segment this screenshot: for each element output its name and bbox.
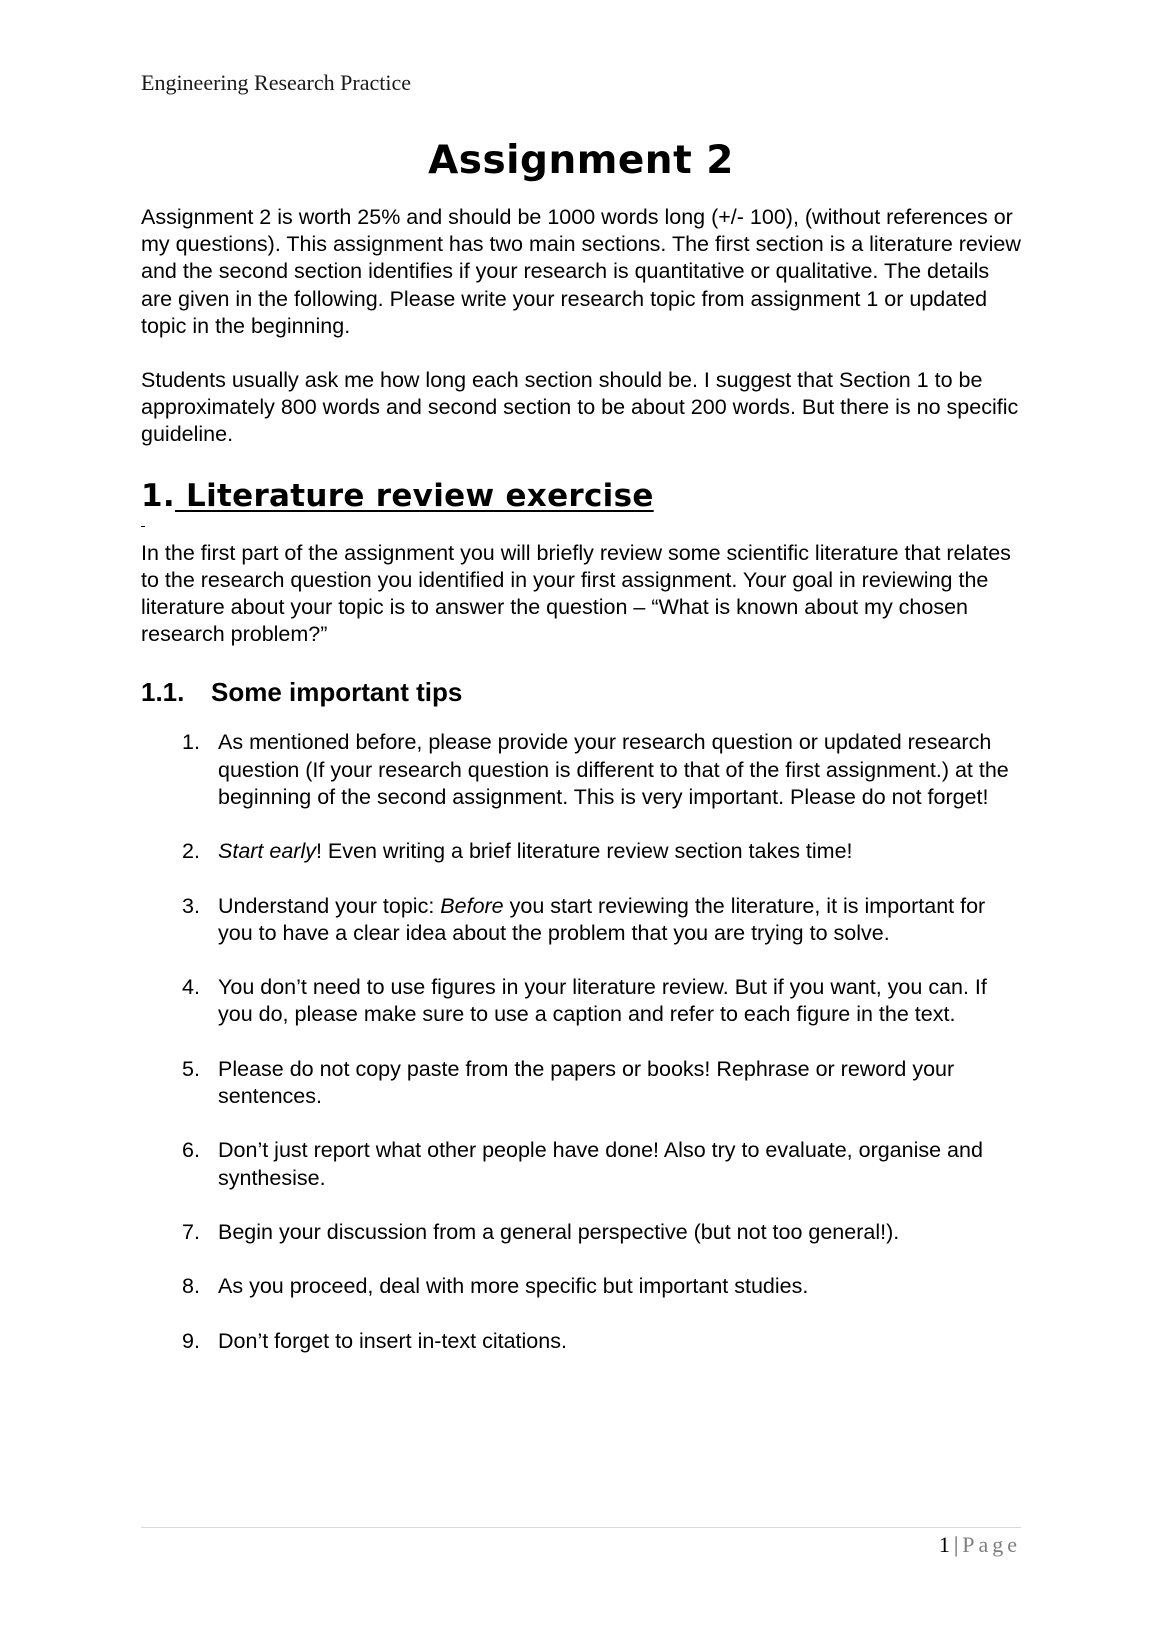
list-item — [141, 729, 1021, 811]
list-item — [141, 1273, 1021, 1300]
list-item-number: 5. — [182, 1056, 200, 1081]
intro-paragraph-2: Students usually ask me how long each section should be. I suggest that Section 1 to be approximately 800 words and second section to be about 200 words. But there is no specific guideline. — [141, 368, 1019, 447]
intro-paragraph-1: Assignment 2 is worth 25% and should be 1000 words long (+/- 100), (without references or my questions). This assignment has two main sections. The first section is a literature review and the second section identifies if your research is quantitative or qualitative. The details are given in the following. Please write your research topic from assignment 1 or updated topic in the beginning. — [141, 205, 1021, 338]
list-item-text: As mentioned before, please provide your research question or updated research question (If your research question is different to that of the first assignment.) at the beginning of the second assignment. This is very important. Please do not forget! — [218, 730, 1009, 809]
list-item-text: Please do not copy paste from the papers or books! Rephrase or reword your sentences. — [218, 1056, 955, 1109]
list-item-number: 8. — [182, 1274, 200, 1299]
list-item-number: 2. — [182, 839, 200, 864]
list-item-text: ! Even writing a brief literature review section takes time! — [315, 839, 853, 864]
list-item — [141, 838, 1021, 865]
page-number: 1 — [938, 1532, 950, 1557]
section-paragraph: In the first part of the assignment you will briefly review some scientific literature that relates to the research question you identified in your first assignment. Your goal in reviewing the literature about your topic is to answer the question – “What is known about my chosen research problem?” — [141, 540, 1011, 647]
subsection-heading-tips — [141, 675, 1021, 709]
list-item — [141, 974, 1021, 1028]
list-item-number: 4. — [182, 975, 200, 1000]
list-item — [141, 1137, 1021, 1191]
list-item-emphasis: Start early — [218, 839, 316, 864]
section-heading-literature-review — [141, 476, 1021, 516]
tips-list — [141, 729, 1021, 1355]
subsection-title: Some important tips — [211, 677, 463, 708]
list-item-number: 9. — [182, 1328, 200, 1353]
list-item-text: As you proceed, deal with more specific but important studies. — [218, 1274, 809, 1299]
list-item-text: you start reviewing the literature, it is important for you to have a clear idea about the problem that you are trying to solve. — [218, 893, 992, 945]
list-item — [141, 1056, 1021, 1110]
section-number: 1. — [141, 477, 175, 514]
list-item-text: You don’t need to use figures in your literature review. But if you want, you can. If you do, please make sure to use a caption and refer to each figure in the text. — [218, 975, 987, 1027]
page-footer — [939, 1530, 1021, 1560]
list-item — [141, 893, 1021, 947]
list-item-number: 1. — [182, 730, 200, 755]
list-item-lead: Understand your topic: — [218, 893, 441, 918]
footer-separator: | — [953, 1532, 959, 1557]
document-body — [141, 136, 1021, 1382]
footer-divider — [141, 1527, 1021, 1528]
list-item-text: Don’t forget to insert in-text citations. — [218, 1328, 567, 1353]
running-header: Engineering Research Practice — [141, 70, 411, 95]
list-item-number: 3. — [182, 893, 200, 918]
list-item-text: Don’t just report what other people have done! Also try to evaluate, organise and synthesise. — [218, 1138, 983, 1190]
list-item-text: Begin your discussion from a general perspective (but not too general!). — [218, 1220, 900, 1244]
list-item-number: 7. — [182, 1220, 200, 1244]
document-title: Assignment 2 — [428, 138, 734, 183]
empty-paragraph-mark — [141, 516, 1021, 530]
section-heading-gap — [175, 478, 186, 514]
page-label: Page — [962, 1532, 1021, 1557]
list-item — [141, 1219, 1021, 1246]
list-item — [141, 1328, 1021, 1355]
list-item-emphasis: Before — [440, 893, 504, 918]
section-title: Literature review exercise — [186, 477, 654, 514]
list-item-number: 6. — [182, 1138, 200, 1163]
subsection-number: 1.1. — [141, 677, 185, 708]
